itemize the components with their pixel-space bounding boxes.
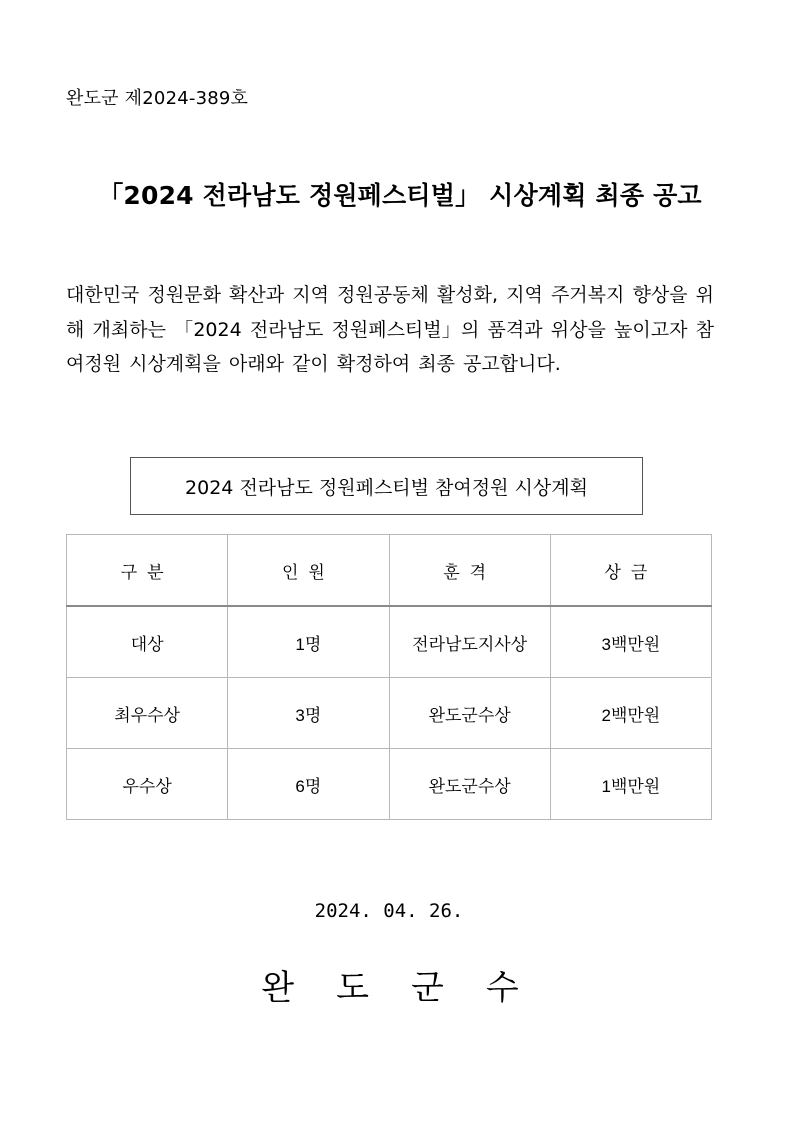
header-category: 구분: [67, 535, 228, 607]
header-count: 인원: [228, 535, 389, 607]
table-row: [67, 749, 712, 820]
table-header-row: [67, 535, 712, 607]
header-honor: 훈격: [389, 535, 550, 607]
cell-honor: 완도군수상: [389, 678, 550, 749]
cell-honor: 전라남도지사상: [389, 606, 550, 678]
cell-prize: 1백만원: [550, 749, 711, 820]
document-title: 「2024 전라남도 정원페스티벌」 시상계획 최종 공고: [98, 181, 702, 210]
plan-title: 2024 전라남도 정원페스티벌 참여정원 시상계획: [185, 476, 588, 499]
cell-category: 우수상: [67, 749, 228, 820]
document-body: 대한민국 정원문화 확산과 지역 정원공동체 활성화, 지역 주거복지 향상을 위해 개최하는 「2024 전라남도 정원페스티벌」의 품격과 위상을 높이고자 참여정원 시상계획을 아래와 같이 확정하여 최종 공고합니다.: [66, 284, 714, 375]
document-issuer: 완도군수: [261, 968, 561, 1008]
cell-count: 6명: [228, 749, 389, 820]
table-row: [67, 606, 712, 678]
cell-category: 최우수상: [67, 678, 228, 749]
cell-category: 대상: [67, 606, 228, 678]
cell-honor: 완도군수상: [389, 749, 550, 820]
document-date: 2024. 04. 26.: [314, 900, 464, 922]
cell-count: 1명: [228, 606, 389, 678]
table-row: [67, 678, 712, 749]
header-prize: 상금: [550, 535, 711, 607]
award-table: [66, 534, 712, 820]
document-number: 완도군 제2024-389호: [66, 88, 249, 109]
cell-count: 3명: [228, 678, 389, 749]
cell-prize: 3백만원: [550, 606, 711, 678]
cell-prize: 2백만원: [550, 678, 711, 749]
plan-title-box: [130, 457, 643, 515]
